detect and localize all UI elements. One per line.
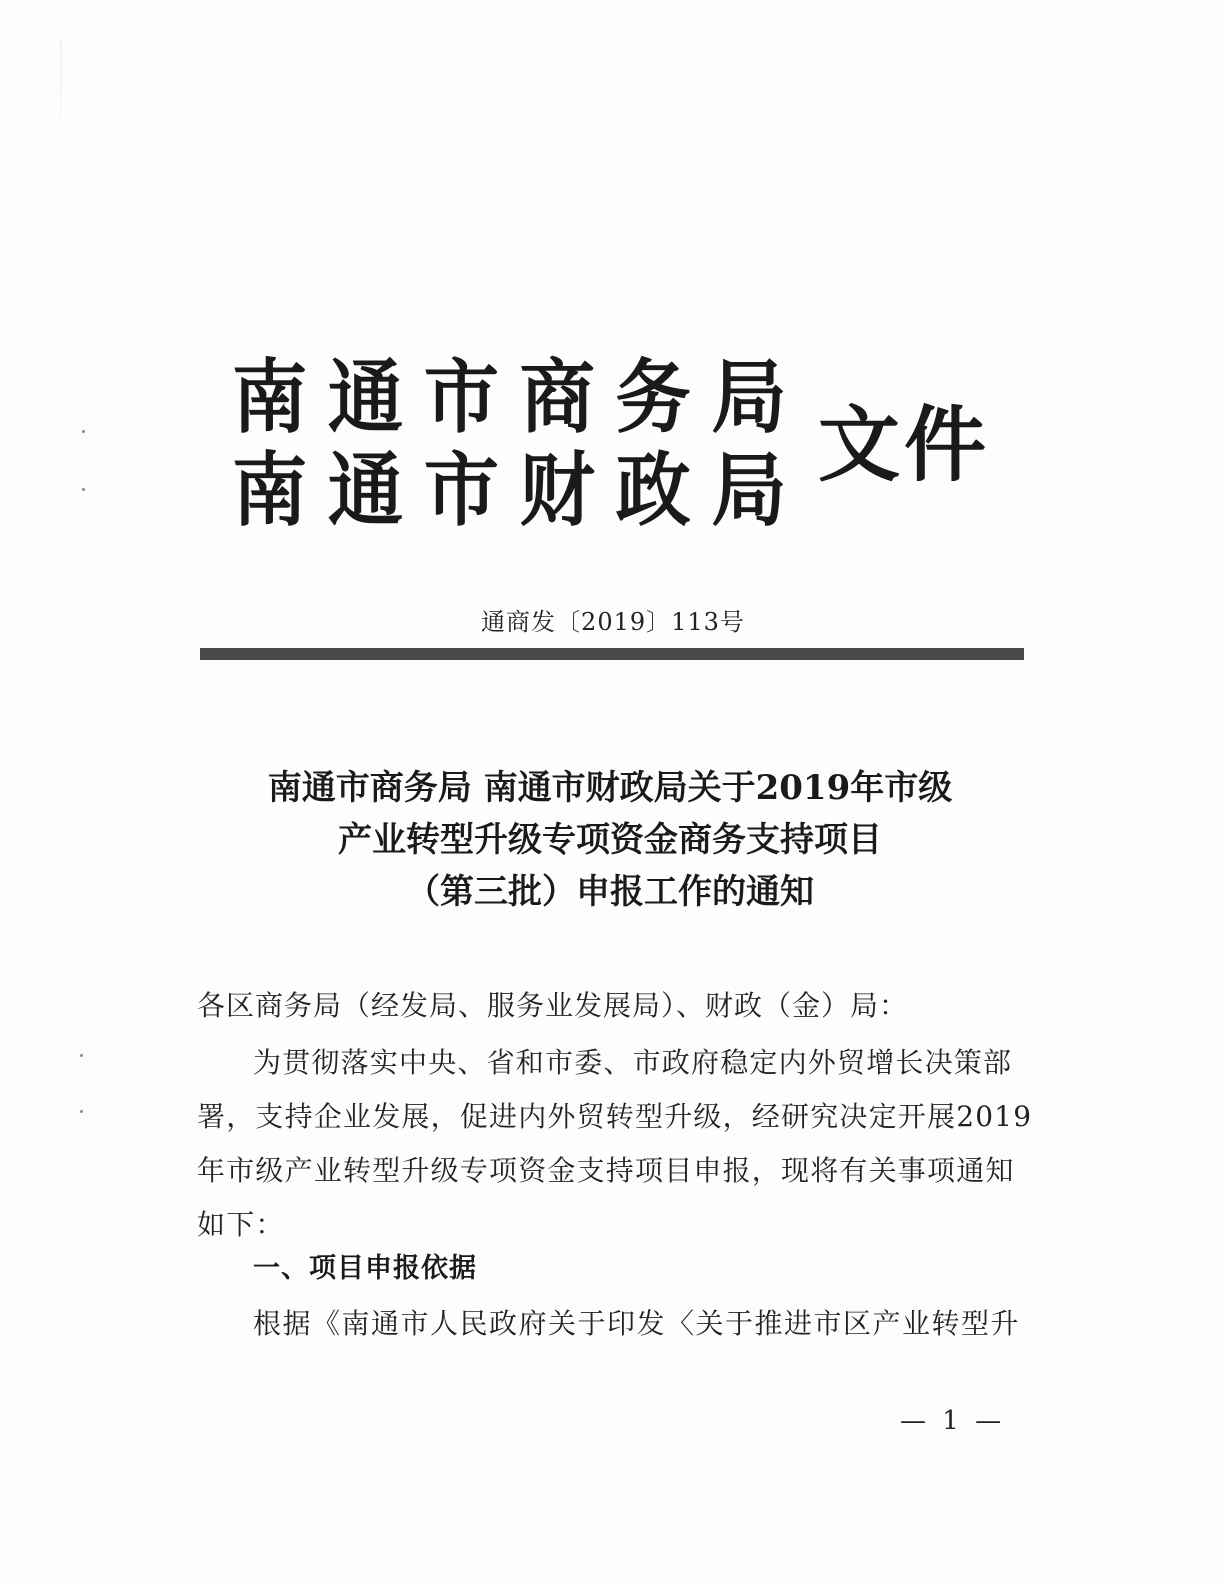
paragraph-intro [197, 1036, 1033, 1252]
scan-speck [80, 1054, 83, 1057]
document-issuer-header [232, 350, 992, 550]
salutation: 各区商务局（经发局、服务业发展局）、财政（金）局： [197, 989, 909, 1022]
issuer-document-suffix: 文件 [818, 398, 991, 493]
paragraph-line: 年市级产业转型升级专项资金支持项目申报，现将有关事项通知 [197, 1154, 1015, 1187]
issuer-commerce-bureau: 南通市商务局 [232, 351, 808, 444]
scan-speck [82, 488, 85, 491]
scan-speck [80, 1110, 83, 1113]
paragraph-line: 署，支持企业发展，促进内外贸转型升级，经研究决定开展2019 [197, 1100, 1033, 1133]
header-divider [200, 648, 1024, 660]
title-line: 南通市商务局 南通市财政局关于2019年市级 [267, 768, 953, 808]
document-number: 通商发〔2019〕113号 [481, 608, 745, 636]
title-line: 产业转型升级专项资金商务支持项目 [338, 820, 882, 860]
paragraph-basis: 根据《南通市人民政府关于印发〈关于推进市区产业转型升 [253, 1307, 1021, 1340]
scan-edge-shadow [60, 40, 62, 140]
title-line: （第三批）申报工作的通知 [406, 872, 814, 912]
scan-speck [82, 430, 85, 433]
document-title [140, 762, 1080, 918]
page-number: — 1 — [900, 1406, 1006, 1436]
section-heading: 一、项目申报依据 [253, 1253, 477, 1284]
paragraph-line: 如下： [197, 1208, 285, 1241]
paragraph-line: 为贯彻落实中央、省和市委、市政府稳定内外贸增长决策部 [253, 1046, 1013, 1079]
issuer-finance-bureau: 南通市财政局 [232, 444, 808, 537]
